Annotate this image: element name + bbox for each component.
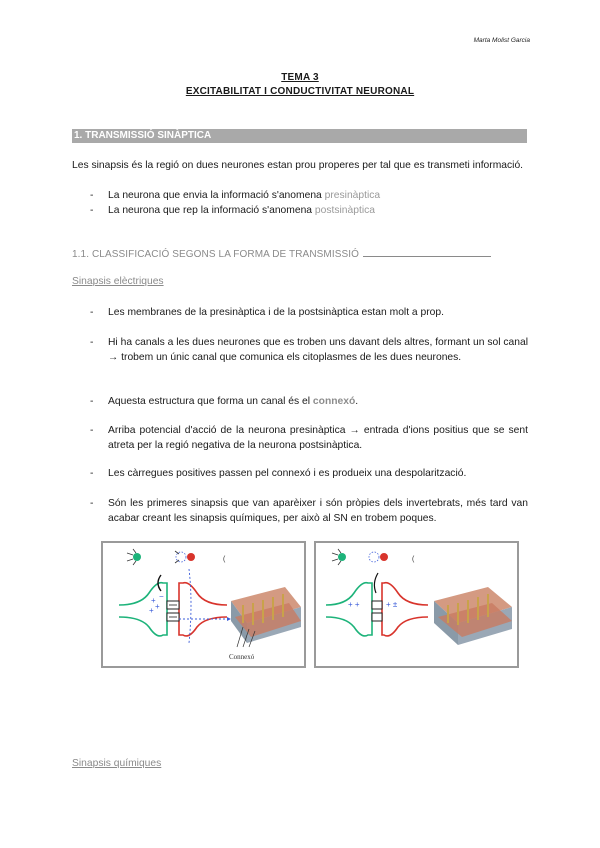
svg-text:+ ±: + ±: [386, 600, 398, 609]
title-line-1: TEMA 3: [281, 72, 319, 83]
list-item: - Aquesta estructura que forma un canal és el connexó.: [90, 396, 359, 407]
electric-bullet-list: [90, 496, 528, 526]
svg-text:+ +: + +: [348, 600, 360, 609]
membrane-block-illustration: [231, 587, 301, 647]
svg-text:+: +: [149, 606, 154, 615]
list-item: - La neurona que envia la informació s'anomena presinàptica: [90, 190, 381, 201]
presynaptic-membrane: [326, 583, 372, 636]
list-item: - Les membranes de la presinàptica i de la postsinàptica estan molt a prop.: [90, 307, 444, 318]
postsynaptic-neuron-icon: [175, 551, 195, 563]
term-presinaptica: presinàptica: [324, 190, 381, 201]
synapse-diagram: [316, 543, 517, 666]
intro-bullet-list: [90, 188, 528, 218]
heading-underline: [363, 256, 491, 257]
subsection-heading: 1.1. CLASSIFICACIÓ SEGONS LA FORMA DE TRANSMISSIÓ: [72, 249, 491, 260]
presynaptic-neuron-icon: [127, 549, 141, 565]
list-item: - Les càrregues positives passen pel connexó i es produeix una despolarització.: [90, 468, 467, 479]
list-item: - Són les primeres sinapsis que van aparèixer i són pròpies dels invertebrats, més tard van acabar creant les sinapsis químiques, per això al SN en trobem poques.: [90, 498, 528, 524]
term-postsinaptica: postsinàptica: [314, 205, 376, 216]
svg-text:(: (: [223, 556, 226, 563]
postsynaptic-neuron-icon: [369, 552, 388, 562]
electric-bullet-list: [90, 423, 528, 453]
section-heading: 1. TRANSMISSIÓ SINÀPTICA: [72, 129, 527, 143]
electric-bullet-list: [90, 466, 528, 481]
title-line-2: EXCITABILITAT I CONDUCTIVITAT NEURONAL: [185, 86, 415, 97]
list-item: - Arriba potencial d'acció de la neurona presinàptica → entrada d'ions positius que se sent atreta per la regió negativa de la neurona postsinàptica.: [90, 425, 528, 451]
list-item: - Hi ha canals a les dues neurones que es troben uns davant dels altres, formant un sol canal → trobem un únic canal que comunica els citoplasmes de les dues neurones.: [90, 337, 528, 363]
figure-panel-right: [314, 541, 519, 668]
svg-text:+: +: [155, 602, 160, 611]
intro-paragraph: Les sinapsis és la regió on dues neurones estan prou properes per tal que es transmeti informació.: [72, 160, 524, 171]
figure-panel-left: [101, 541, 306, 668]
list-item: - La neurona que rep la informació s'anomena postsinàptica: [90, 205, 376, 216]
document-title: [0, 72, 600, 97]
presynaptic-neuron-icon: [332, 549, 346, 565]
membrane-block-illustration: [434, 587, 512, 645]
electric-bullet-list: [90, 394, 528, 409]
svg-text:−: −: [159, 592, 164, 601]
electric-synapse-heading: Sinapsis elèctriques: [72, 276, 164, 287]
author-name: Marta Molist Garcia: [473, 37, 530, 44]
svg-text:(: (: [412, 556, 415, 563]
term-connexo: connexó: [312, 396, 356, 407]
electric-synapse-figure: [101, 541, 519, 668]
presynaptic-membrane: [119, 583, 167, 636]
svg-text:+: +: [151, 596, 156, 605]
synapse-diagram: [103, 543, 304, 666]
postsynaptic-membrane: [179, 583, 227, 636]
electric-bullet-list: [90, 335, 528, 365]
connexo-label: Connexó: [229, 653, 255, 661]
chemical-synapse-heading: Sinapsis químiques: [72, 758, 162, 769]
electric-bullet-list: [90, 305, 528, 320]
postsynaptic-membrane: [382, 583, 428, 636]
